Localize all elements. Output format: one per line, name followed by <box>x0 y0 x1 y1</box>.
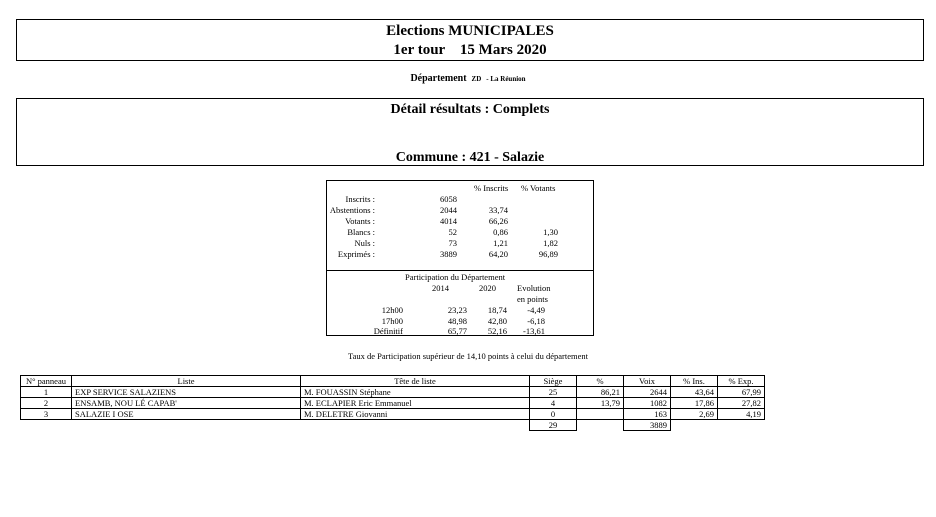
cell-pct-exp: 67,99 <box>718 387 765 398</box>
stat-pct-inscrits: 0,86 <box>493 227 508 237</box>
cell-siege: 0 <box>530 409 577 420</box>
participation-col-evolution: Evolution <box>517 283 551 293</box>
cell-liste: EXP SERVICE SALAZIENS <box>72 387 301 398</box>
participation-2014: 23,23 <box>447 305 467 315</box>
cell-tete-de-liste: M. DELETRE Giovanni <box>301 409 530 420</box>
participation-evolution: -13,61 <box>523 326 545 336</box>
participation-evolution: -6,18 <box>527 316 545 326</box>
cell-pct <box>577 409 624 420</box>
stat-value: 52 <box>448 227 457 237</box>
cell-siege: 4 <box>530 398 577 409</box>
stat-label: Blancs : <box>347 227 375 237</box>
departement-name: - La Réunion <box>486 75 526 83</box>
participation-evolution: -4,49 <box>527 305 545 315</box>
header-pct-ins: % Ins. <box>671 376 718 387</box>
participation-2014: 65,77 <box>447 326 467 336</box>
cell-pct-ins: 2,69 <box>671 409 718 420</box>
departement-code: ZD <box>471 75 482 83</box>
stat-pct-inscrits: 1,21 <box>493 238 508 248</box>
stat-pct-inscrits: 33,74 <box>488 205 508 215</box>
detail-title: Détail résultats : Complets <box>390 102 550 117</box>
header-pct-votants: % Votants <box>521 183 556 193</box>
participation-col-2020: 2020 <box>479 283 496 293</box>
participation-title: Participation du Département <box>405 272 506 282</box>
table-row <box>21 398 765 409</box>
cell-liste: SALAZIE I OSE <box>72 409 301 420</box>
empty-cell <box>301 420 530 431</box>
cell-liste: ENSAMB, NOU LÉ CAPAB' <box>72 398 301 409</box>
cell-tete-de-liste: M. ECLAPIER Eric Emmanuel <box>301 398 530 409</box>
taux-participation-note: Taux de Participation supérieur de 14,10 points à celui du département <box>348 351 588 361</box>
participation-label: 12h00 <box>381 305 403 315</box>
empty-cell <box>718 420 765 431</box>
participation-2020: 52,16 <box>487 326 507 336</box>
cell-panneau: 3 <box>21 409 72 420</box>
stat-value: 73 <box>448 238 457 248</box>
cell-siege: 25 <box>530 387 577 398</box>
stat-pct-votants: 1,30 <box>543 227 558 237</box>
total-voix: 3889 <box>624 420 671 431</box>
header-voix: Voix <box>624 376 671 387</box>
header-siege: Siège <box>530 376 577 387</box>
participation-2020: 42,80 <box>487 316 507 326</box>
cell-pct: 86,21 <box>577 387 624 398</box>
stat-label: Abstentions : <box>329 205 375 215</box>
results-header-row <box>21 376 765 387</box>
cell-tete-de-liste: M. FOUASSIN Stéphane <box>301 387 530 398</box>
cell-pct-exp: 4,19 <box>718 409 765 420</box>
table-row <box>21 409 765 420</box>
stat-value: 6058 <box>440 194 457 204</box>
stat-pct-votants: 96,89 <box>538 249 558 259</box>
totals-row <box>21 420 765 431</box>
election-title: Elections MUNICIPALES <box>386 23 554 39</box>
stat-pct-votants: 1,82 <box>543 238 558 248</box>
participation-label: Définitif <box>373 326 403 336</box>
results-table <box>20 375 765 431</box>
cell-pct-ins: 43,64 <box>671 387 718 398</box>
cell-voix: 2644 <box>624 387 671 398</box>
departement-line <box>0 73 936 84</box>
empty-cell <box>72 420 301 431</box>
cell-pct-ins: 17,86 <box>671 398 718 409</box>
empty-cell <box>671 420 718 431</box>
cell-panneau: 1 <box>21 387 72 398</box>
participation-col-evolution-unit: en points <box>517 294 548 304</box>
header-panneau: N° panneau <box>21 376 72 387</box>
header-liste: Liste <box>72 376 301 387</box>
stat-value: 2044 <box>440 205 457 215</box>
stats-divider <box>327 270 593 271</box>
total-siege: 29 <box>530 420 577 431</box>
stat-label: Votants : <box>345 216 375 226</box>
participation-2014: 48,98 <box>447 316 467 326</box>
stat-value: 4014 <box>440 216 457 226</box>
empty-cell <box>577 420 624 431</box>
stat-pct-inscrits: 64,20 <box>488 249 508 259</box>
cell-panneau: 2 <box>21 398 72 409</box>
empty-cell <box>21 420 72 431</box>
stat-value: 3889 <box>440 249 457 259</box>
cell-pct: 13,79 <box>577 398 624 409</box>
cell-voix: 1082 <box>624 398 671 409</box>
detail-box <box>16 98 924 166</box>
participation-col-2014: 2014 <box>432 283 449 293</box>
stat-label: Inscrits : <box>345 194 375 204</box>
departement-label: Département <box>410 73 467 84</box>
table-row <box>21 387 765 398</box>
commune-title: Commune : 421 - Salazie <box>395 150 545 165</box>
stats-panel <box>326 180 594 336</box>
cell-voix: 163 <box>624 409 671 420</box>
header-pct-exp: % Exp. <box>718 376 765 387</box>
stat-pct-inscrits: 66,26 <box>488 216 508 226</box>
election-round-date: 1er tour 15 Mars 2020 <box>393 42 547 58</box>
election-header <box>16 19 924 61</box>
stat-label: Exprimés : <box>337 249 375 259</box>
header-tete-de-liste: Tête de liste <box>301 376 530 387</box>
header-pct-inscrits: % Inscrits <box>474 183 509 193</box>
header-pct: % <box>577 376 624 387</box>
participation-label: 17h00 <box>381 316 403 326</box>
stat-label: Nuls : <box>354 238 375 248</box>
participation-2020: 18,74 <box>487 305 507 315</box>
cell-pct-exp: 27,82 <box>718 398 765 409</box>
